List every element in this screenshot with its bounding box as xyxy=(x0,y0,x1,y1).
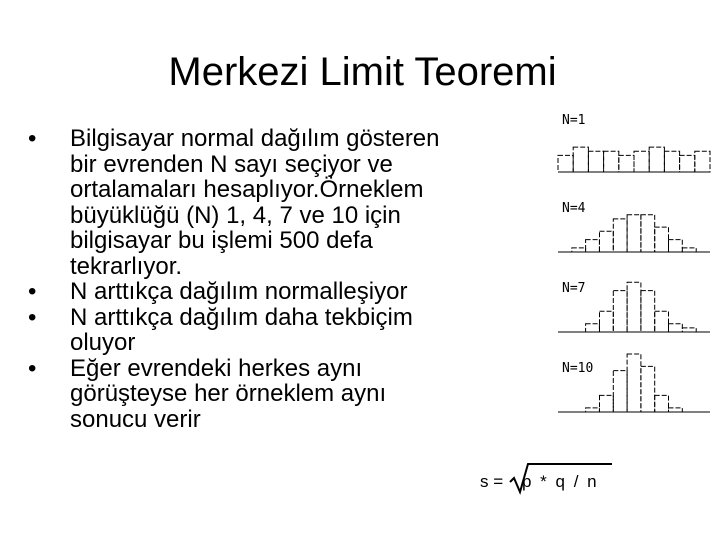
histogram-bar xyxy=(572,248,586,252)
histogram-bar xyxy=(600,395,614,412)
histogram-bar xyxy=(586,240,600,252)
histogram-bar xyxy=(669,324,683,332)
histogram-bar xyxy=(600,311,614,332)
histogram-bar xyxy=(655,227,669,252)
histogram-bar xyxy=(627,354,641,412)
histogram-bar xyxy=(613,371,627,412)
histogram-bar xyxy=(649,147,664,172)
histogram-label: N=10 xyxy=(562,361,594,376)
bullet-list xyxy=(28,126,458,432)
bullet-item: • N arttıkça dağılım normalleşiyor xyxy=(28,279,458,305)
slide-title: Merkezi Limit Teoremi xyxy=(168,50,557,94)
histogram-label: N=1 xyxy=(562,113,586,128)
histogram-label: N=4 xyxy=(562,201,586,216)
histogram-bar xyxy=(613,291,627,332)
histogram-bar xyxy=(641,215,655,252)
bullet-item: • N arttıkça dağılım daha tekbiçim oluyor xyxy=(28,305,458,356)
histogram-bar xyxy=(680,155,695,172)
histogram-bar xyxy=(664,151,679,172)
formula-radicand: p * q / n xyxy=(522,472,599,491)
histogram-bar xyxy=(655,311,669,332)
histogram-bar xyxy=(669,408,683,412)
histogram-bar xyxy=(682,328,696,332)
histogram-bar xyxy=(641,366,655,412)
histogram-label: N=7 xyxy=(562,281,586,296)
bullet-item: • Bilgisayar normal dağılım gösteren bir evrenden N sayı seçiyor ve ortalamaları hesaplıyor.Örneklem büyüklüğü (N) 1, 4, 7 ve 10 için bilgisayar bu işlemi 500 defa tekrarlıyor. xyxy=(28,126,458,279)
histogram-bar xyxy=(655,395,669,412)
histogram-bar xyxy=(600,231,614,252)
histogram-bar xyxy=(588,151,603,172)
histogram-bar xyxy=(627,282,641,332)
histogram-bar xyxy=(619,155,634,172)
histogram-bar xyxy=(573,147,588,172)
histogram-bar xyxy=(586,324,600,332)
histogram-bar xyxy=(586,408,600,412)
histogram-bar xyxy=(627,215,641,252)
bullet-item: • Eğer evrendeki herkes aynı görüşteyse her örneklem aynı sonucu verir xyxy=(28,356,458,433)
histogram-bar xyxy=(682,248,696,252)
histogram-bar xyxy=(641,291,655,332)
histogram-bar xyxy=(558,155,573,172)
histogram-bar xyxy=(613,219,627,252)
histogram-bar xyxy=(669,240,683,252)
histogram-bar xyxy=(604,151,619,172)
histogram-bar xyxy=(634,151,649,172)
sampling-distribution-histograms xyxy=(550,110,720,440)
standard-error-formula xyxy=(470,456,630,496)
formula-lhs: s = xyxy=(480,472,504,491)
histogram-bar xyxy=(695,151,710,172)
